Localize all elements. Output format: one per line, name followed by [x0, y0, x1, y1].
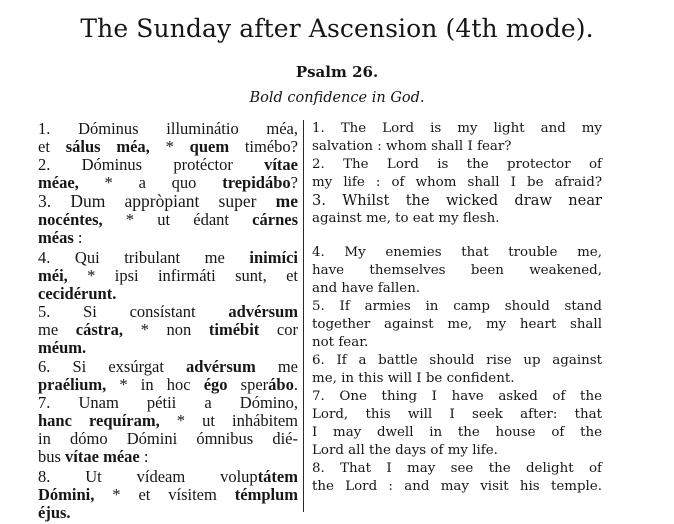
latin-verse-line — [38, 339, 298, 357]
english-verse-line: 6. If a battle should rise up against — [312, 353, 602, 368]
latin-verse-line — [38, 267, 298, 285]
latin-verse-line — [38, 120, 298, 138]
latin-verse-line — [38, 174, 298, 192]
latin-verse-line — [38, 468, 298, 486]
english-verse-line: 1. The Lord is my light and my — [312, 121, 602, 136]
english-verse-line: have themselves been weakened, — [312, 263, 602, 278]
verse-text: me — [255, 357, 298, 376]
english-verse-line: I may dwell in the house of the — [312, 425, 602, 440]
latin-verse-line — [38, 358, 298, 376]
bold-accent-text: cástra, — [75, 320, 123, 339]
bold-accent-text: vítae méae — [65, 447, 140, 466]
page-title: The Sunday after Ascension (4th mode). — [80, 14, 594, 43]
verse-text: me — [38, 320, 76, 339]
verse-text: * in hoc — [106, 375, 204, 394]
psalm-subtitle: Bold confidence in God. — [249, 90, 425, 106]
latin-verse-line — [38, 229, 298, 247]
verse-text: * et vísitem — [94, 485, 235, 504]
english-verse-line: the Lord : and may visit his temple. — [312, 479, 602, 494]
latin-verse-line — [38, 412, 298, 430]
latin-verse-line — [38, 430, 298, 448]
latin-verse-line — [38, 138, 298, 156]
verse-text: 5. Si consístant — [38, 302, 229, 321]
latin-verse-line — [38, 285, 298, 303]
bold-accent-text: méum. — [38, 338, 87, 357]
english-verse-line: salvation : whom shall I fear? — [312, 139, 512, 154]
bold-accent-text: témplum — [234, 485, 298, 504]
latin-verse-line — [38, 156, 298, 174]
bold-accent-text: hanc requíram, — [38, 411, 160, 430]
verse-text: 2. Dóminus protéctor — [38, 155, 265, 174]
bold-accent-text: méi, — [38, 266, 68, 285]
verse-text: sper — [227, 375, 269, 394]
bold-accent-text: praélium, — [38, 375, 107, 394]
latin-verse-line — [38, 376, 298, 394]
bold-accent-text: vítae — [264, 155, 298, 174]
verse-text: : — [73, 228, 83, 247]
bold-accent-text: inimíci — [249, 248, 298, 267]
bold-accent-text: quem — [189, 137, 230, 156]
bold-accent-text: advérsum — [228, 302, 298, 321]
english-verse-line: Lord all the days of my life. — [312, 443, 498, 458]
latin-verse-line — [38, 211, 298, 229]
bold-accent-text: cárnes — [252, 210, 298, 229]
verse-text: 3. Dum appròpiant super — [38, 191, 276, 211]
bold-accent-text: méae, — [38, 173, 79, 192]
bold-accent-text: méas — [38, 228, 74, 247]
verse-text: * ut édant — [102, 210, 253, 229]
latin-verse-line — [38, 448, 298, 466]
verse-text: cor — [259, 320, 298, 339]
english-verse-line: me, in this will I be confident. — [312, 371, 515, 386]
verse-text: * ut inhábitem — [159, 411, 299, 430]
bold-accent-text: cecidérunt. — [38, 284, 117, 303]
verse-text: * non — [123, 320, 209, 339]
verse-text: 7. Unam pétii a Dómino, — [38, 393, 298, 412]
latin-verse-line — [38, 303, 298, 321]
english-verse-line: 2. The Lord is the protector of — [312, 157, 602, 172]
verse-text: timébo? — [229, 137, 299, 156]
bold-accent-text: égo — [203, 375, 228, 394]
verse-text: bus — [38, 447, 66, 466]
latin-verse-line — [38, 192, 298, 210]
english-verse-line: and have fallen. — [312, 281, 421, 296]
latin-verse-line — [38, 504, 298, 522]
english-verse-line: 5. If armies in camp should stand — [312, 299, 602, 314]
latin-verse-line — [38, 394, 298, 412]
verse-text: * a quo — [78, 173, 223, 192]
bold-accent-text: nocéntes, — [38, 210, 103, 229]
english-verse-line: 8. That I may see the delight of — [312, 461, 602, 476]
bold-accent-text: timébit — [208, 320, 260, 339]
bold-accent-text: tátem — [257, 467, 298, 486]
verse-text: 6. Si exsúrgat — [38, 357, 187, 376]
english-verse-line: my life : of whom shall I be afraid? — [312, 175, 602, 190]
verse-text: * — [149, 137, 190, 156]
bold-accent-text: trepidábo — [222, 173, 291, 192]
english-verse-line: not fear. — [312, 335, 369, 350]
bold-accent-text: Dómini, — [38, 485, 95, 504]
bold-accent-text: advérsum — [186, 357, 256, 376]
latin-verse-line — [38, 321, 298, 339]
english-verse-line: 7. One thing I have asked of the — [312, 389, 602, 404]
latin-verse-line — [38, 249, 298, 267]
bold-accent-text: éjus. — [38, 503, 71, 522]
english-verse-line: 3. Whilst the wicked draw near — [312, 192, 602, 209]
verse-text: : — [139, 447, 149, 466]
latin-verse-line — [38, 486, 298, 504]
column-divider — [303, 120, 304, 512]
bold-accent-text: ábo — [268, 375, 294, 394]
verse-text: 8. Ut vídeam volup — [38, 467, 258, 486]
english-verse-line: against me, to eat my flesh. — [312, 211, 500, 226]
verse-text: 1. Dóminus illuminátio méa, — [38, 119, 298, 138]
psalm-heading: Psalm 26. — [295, 63, 379, 81]
verse-text: in dómo Dómini ómnibus dié- — [38, 429, 298, 448]
verse-text: . — [293, 375, 298, 394]
verse-text: * ipsi infirmáti sunt, et — [67, 266, 298, 285]
english-verse-line: together against me, my heart shall — [312, 317, 602, 332]
verse-text: ? — [290, 173, 298, 192]
bold-accent-text: sálus méa, — [65, 137, 150, 156]
verse-text: 4. Qui tribulant me — [38, 248, 250, 267]
verse-text: et — [38, 137, 66, 156]
english-verse-line: Lord, this will I seek after: that — [312, 407, 602, 422]
bold-accent-text: me — [275, 191, 298, 211]
english-verse-line: 4. My enemies that trouble me, — [312, 245, 602, 260]
